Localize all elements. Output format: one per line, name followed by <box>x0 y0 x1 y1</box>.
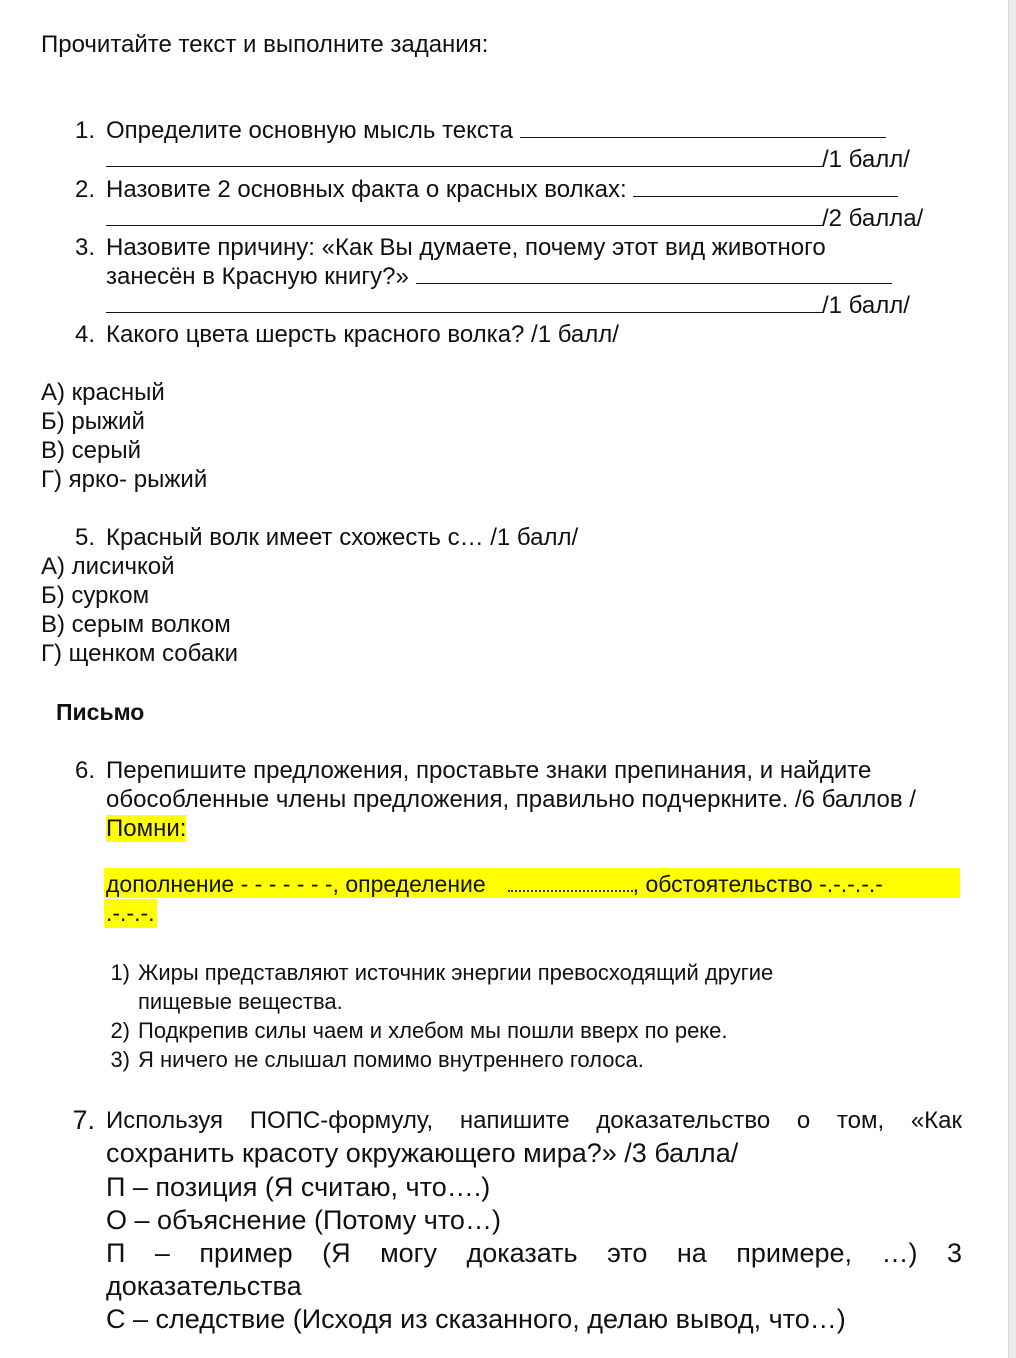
section-heading-writing: Письмо <box>56 699 145 725</box>
q6-remember-label: Помни: <box>106 815 187 842</box>
q2-answer-row <box>106 204 923 234</box>
legend-complement-definition: дополнение - - - - - - -, определение <box>106 871 486 897</box>
q2-text <box>106 175 898 205</box>
q4-text: Какого цвета шерсть красного волка? /1 балл/ <box>106 321 619 348</box>
pops-position: П – позиция (Я считаю, что….) <box>106 1172 491 1202</box>
q5-option-d: Г) щенком собаки <box>41 640 239 667</box>
q5-number: 5. <box>74 524 95 551</box>
sentence-3-line1: Я ничего не слышал помимо внутреннего голоса. <box>138 1047 644 1072</box>
pops-conclusion: С – следствие (Исходя из сказанного, делаю вывод, что…) <box>106 1304 846 1334</box>
q2-question: Назовите 2 основных факта о красных волках: <box>106 176 627 203</box>
q5-text: Красный волк имеет схожесть с… /1 балл/ <box>106 524 579 551</box>
q6-line2: обособленные члены предложения, правильно подчеркните. /6 баллов / <box>106 786 916 813</box>
q5-option-b: Б) сурком <box>41 582 150 609</box>
q1-answer-line <box>520 116 886 138</box>
legend-line1 <box>106 870 883 899</box>
q2-answer-line <box>633 175 898 197</box>
q6-line1: Перепишите предложения, проставьте знаки препинания, и найдите <box>106 757 872 784</box>
q3-line2 <box>106 262 892 292</box>
q1-answer-line-2 <box>106 145 822 167</box>
q3-answer-line-2 <box>106 291 822 313</box>
q4-option-a: А) красный <box>41 379 165 406</box>
q5-option-a: А) лисичкой <box>41 553 175 580</box>
q3-line1: Назовите причину: «Как Вы думаете, почему этот вид животного <box>106 234 826 261</box>
q4-option-b: Б) рыжий <box>41 408 145 435</box>
legend-wavy-line <box>508 872 633 892</box>
q7-line2: сохранить красоту окружающего мира?» /3 балла/ <box>106 1138 739 1168</box>
q1-text <box>106 116 886 146</box>
sentence-2-number: 2) <box>110 1018 130 1043</box>
pops-example-line1: П – пример (Я могу доказать это на примере, …) 3 <box>106 1238 962 1268</box>
q3-answer-row <box>106 291 910 321</box>
q3-question-end: занесён в Красную книгу?» <box>106 263 409 290</box>
q1-score: /1 балл/ <box>822 146 910 173</box>
q3-score: /1 балл/ <box>822 292 910 319</box>
sentence-1-line1: Жиры представляют источник энергии превосходящий другие <box>138 960 774 985</box>
sentence-3-number: 3) <box>110 1047 130 1072</box>
q6-remember <box>106 814 186 844</box>
q2-score: /2 балла/ <box>822 205 924 232</box>
pops-explanation: О – объяснение (Потому что…) <box>106 1205 501 1235</box>
q4-option-c: В) серый <box>41 437 142 464</box>
q1-answer-row <box>106 145 910 175</box>
page-edge <box>1008 0 1016 1358</box>
q7-number: 7. <box>72 1105 95 1135</box>
q2-number: 2. <box>74 176 95 203</box>
q7-line1: Используя ПОПС-формулу, напишите доказательство о том, «Как <box>106 1107 962 1134</box>
q4-option-d: Г) ярко- рыжий <box>41 466 208 493</box>
intro-instruction: Прочитайте текст и выполните задания: <box>41 31 489 58</box>
q2-answer-line-2 <box>106 204 822 226</box>
q5-option-c: В) серым волком <box>41 611 231 638</box>
q1-number: 1. <box>74 117 95 144</box>
legend-circumstance: , обстоятельство -.-.-.-.- <box>632 871 883 897</box>
q3-number: 3. <box>74 234 95 261</box>
q6-number: 6. <box>74 757 95 784</box>
q4-number: 4. <box>74 321 95 348</box>
q3-answer-line <box>416 262 892 284</box>
q1-question: Определите основную мысль текста <box>106 117 513 144</box>
pops-example-line2: доказательства <box>106 1271 302 1301</box>
sentence-2-line1: Подкрепив силы чаем и хлебом мы пошли вверх по реке. <box>138 1018 728 1043</box>
sentence-1-line2: пищевые вещества. <box>138 989 343 1014</box>
sentence-1-number: 1) <box>110 960 130 985</box>
legend-line2: .-.-.-. <box>106 900 155 926</box>
